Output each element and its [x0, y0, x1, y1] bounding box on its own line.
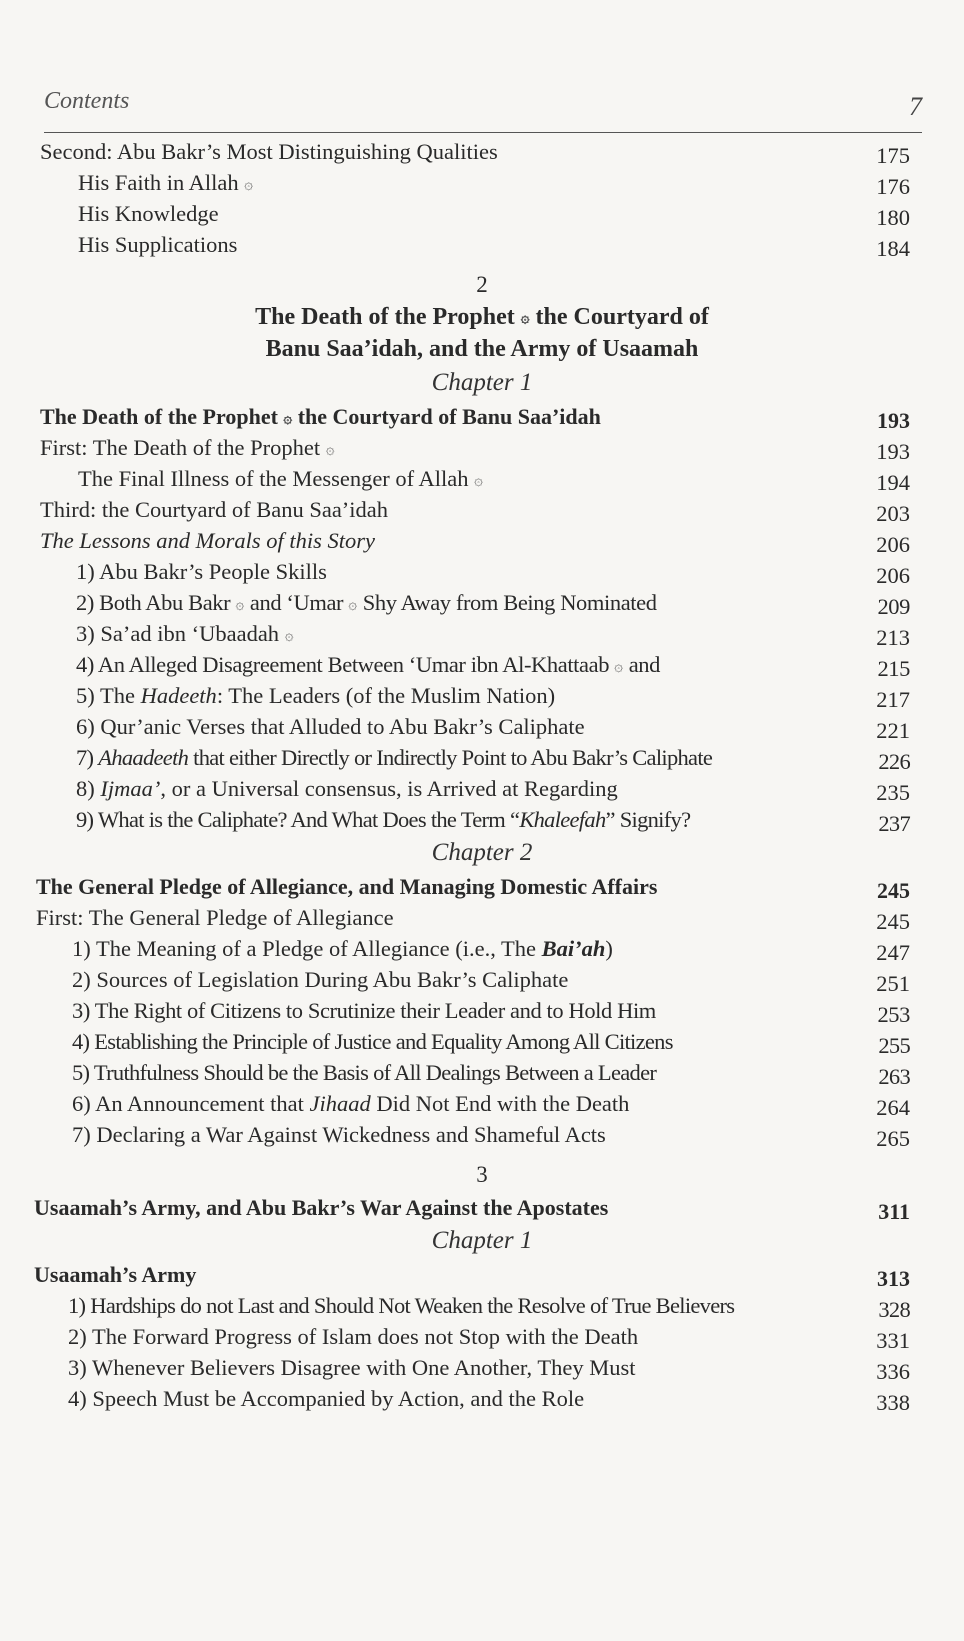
honorific-glyph-icon: ۞: [244, 176, 254, 193]
honorific-glyph-icon: ۞: [284, 627, 294, 644]
toc-entry: [0, 804, 964, 835]
toc-entry: [0, 964, 964, 995]
toc-entry: [0, 463, 964, 494]
toc-entry-page: 175: [876, 143, 910, 168]
toc-entry-page: 336: [876, 1358, 910, 1384]
toc-entry-title: 7) Ahaadeeth that either Directly or Indirectly Point to Abu Bakr’s Caliphate: [76, 744, 713, 770]
part-title: The Death of the Prophet ۞ the Courtyard of: [255, 304, 709, 330]
toc-entry: [0, 167, 964, 198]
toc-entry: [0, 933, 964, 964]
chapter-heading: [0, 401, 964, 432]
toc-entry: [0, 587, 964, 618]
toc-entry-page: 263: [878, 1063, 910, 1089]
toc-entry-title: His Faith in Allah ۞: [78, 170, 254, 195]
toc-entry-title: 8) Ijmaa’, or a Universal consensus, is Arrived at Regarding: [76, 775, 618, 801]
toc-entry-page: 209: [877, 593, 910, 619]
toc-entry: [0, 680, 964, 711]
chapter-label: Chapter 2: [431, 838, 533, 866]
toc-entry-title: The General Pledge of Allegiance, and Managing Domestic Affairs: [36, 873, 658, 899]
chapter-label: Chapter 1: [431, 368, 533, 396]
toc-entry-title: 6) An Announcement that Jihaad Did Not End with the Death: [72, 1090, 630, 1116]
toc-entry: [0, 1352, 964, 1383]
toc-entry: [0, 711, 964, 742]
part-title-line-2: Banu Saa’idah, and the Army of Usaamah: [265, 335, 699, 362]
toc-entry-title: 9) What is the Caliphate? And What Does the Term “Khaleefah” Signify?: [76, 806, 691, 832]
toc-entry-page: 235: [876, 779, 910, 805]
toc-entry-page: 265: [876, 1125, 910, 1151]
toc-entry-title: 6) Qur’anic Verses that Alluded to Abu Bakr’s Caliphate: [76, 713, 585, 739]
toc-entry: [0, 432, 964, 463]
toc-entry: [0, 494, 964, 525]
toc-entry-page: 253: [877, 1001, 910, 1027]
toc-entry-page: 193: [876, 438, 910, 464]
toc-entry-title: The Final Illness of the Messenger of Allah ۞: [78, 465, 483, 491]
toc-entry-page: 245: [877, 877, 910, 903]
toc-entry-page: 247: [876, 939, 910, 965]
toc-entry-title: 4) Establishing the Principle of Justice and Equality Among All Citizens: [72, 1028, 673, 1054]
toc-entry-title: His Supplications: [78, 232, 238, 257]
toc-entry-title: The Lessons and Morals of this Story: [40, 527, 376, 553]
toc-entry: [0, 1088, 964, 1119]
toc-entry-title: 1) Abu Bakr’s People Skills: [76, 558, 327, 584]
toc-entry: [0, 1383, 964, 1414]
toc-entry-page: 193: [877, 407, 910, 433]
toc-entry-page: 237: [878, 810, 910, 836]
toc-entry-title: 2) Both Abu Bakr ۞ and ‘Umar ۞ Shy Away from Being Nominated: [76, 589, 657, 615]
honorific-glyph-icon: ۞: [520, 309, 530, 326]
toc-entry-page: 206: [876, 562, 910, 588]
toc-entry-page: 215: [877, 655, 910, 681]
toc-entry-page: 328: [878, 1296, 910, 1322]
toc-entry-title: 3) The Right of Citizens to Scrutinize their Leader and to Hold Him: [72, 997, 656, 1023]
honorific-glyph-icon: ۞: [348, 596, 358, 613]
toc-entry-title: Usaamah’s Army, and Abu Bakr’s War Against the Apostates: [34, 1194, 609, 1220]
toc-entry-title: 1) The Meaning of a Pledge of Allegiance (i.e., The Bai’ah): [72, 935, 613, 961]
page-header: [44, 88, 922, 133]
toc-entry-page: 221: [876, 717, 910, 743]
toc-entry: [0, 773, 964, 804]
toc-entry: [0, 229, 964, 260]
part-number: 2: [476, 272, 488, 297]
toc-entry-title: 4) Speech Must be Accompanied by Action, and the Role: [68, 1385, 585, 1411]
page-number: 7: [909, 92, 922, 121]
toc-entry-title: 5) The Hadeeth: The Leaders (of the Muslim Nation): [76, 682, 556, 708]
table-of-contents: [0, 136, 964, 1414]
toc-entry-title: 3) Sa’ad ibn ‘Ubaadah ۞: [76, 620, 294, 646]
toc-entry-page: 313: [877, 1265, 910, 1291]
toc-entry: [0, 742, 964, 773]
chapter-label: Chapter 1: [431, 1226, 533, 1254]
toc-entry: [0, 1119, 964, 1150]
honorific-glyph-icon: ۞: [325, 441, 335, 458]
toc-entry-page: 180: [876, 205, 910, 230]
toc-entry: [0, 995, 964, 1026]
toc-entry: [0, 1321, 964, 1352]
toc-entry-title: Usaamah’s Army: [34, 1261, 197, 1287]
toc-entry: [0, 649, 964, 680]
toc-entry-title: 5) Truthfulness Should be the Basis of All Dealings Between a Leader: [72, 1059, 657, 1085]
toc-entry: [0, 902, 964, 933]
toc-entry-page: 338: [876, 1389, 910, 1415]
running-title: Contents: [44, 88, 130, 114]
toc-entry-page: 176: [876, 174, 910, 199]
toc-entry-title: Third: the Courtyard of Banu Saa’idah: [40, 496, 389, 522]
toc-entry-title: 1) Hardships do not Last and Should Not Weaken the Resolve of True Believers: [68, 1292, 735, 1318]
toc-entry-page: 264: [876, 1094, 910, 1120]
honorific-glyph-icon: ۞: [614, 658, 624, 675]
toc-entry-page: 331: [876, 1327, 910, 1353]
toc-entry-page: 184: [876, 236, 910, 261]
toc-entry-title: His Knowledge: [78, 201, 219, 226]
toc-entry: [0, 1290, 964, 1321]
toc-entry-title: 7) Declaring a War Against Wickedness and Shameful Acts: [72, 1121, 606, 1147]
toc-entry-page: 251: [876, 970, 910, 996]
toc-entry: [0, 525, 964, 556]
toc-entry: [0, 1026, 964, 1057]
toc-entry-page: 255: [878, 1032, 910, 1058]
toc-entry: [0, 618, 964, 649]
toc-entry-title: Second: Abu Bakr’s Most Distinguishing Qualities: [40, 139, 498, 164]
toc-entry-page: 245: [876, 908, 910, 934]
part-heading: [0, 1192, 964, 1223]
toc-entry-page: 206: [876, 531, 910, 557]
toc-entry: [0, 136, 964, 167]
honorific-glyph-icon: ۞: [283, 410, 293, 427]
toc-entry-title: First: The Death of the Prophet ۞: [40, 434, 335, 460]
toc-entry-page: 217: [876, 686, 910, 712]
toc-entry-page: 194: [876, 469, 910, 495]
honorific-glyph-icon: ۞: [474, 472, 483, 489]
toc-entry-title: 2) Sources of Legislation During Abu Bakr’s Caliphate: [72, 966, 569, 992]
toc-entry-title: 2) The Forward Progress of Islam does not Stop with the Death: [68, 1323, 639, 1349]
chapter-heading: [0, 871, 964, 902]
toc-entry: [0, 1057, 964, 1088]
toc-entry-page: 213: [876, 624, 910, 650]
toc-entry-title: The Death of the Prophet ۞ the Courtyard of Banu Saa’idah: [40, 403, 601, 429]
toc-entry-page: 203: [876, 500, 910, 526]
toc-entry: [0, 198, 964, 229]
part-number: 3: [476, 1161, 488, 1187]
honorific-glyph-icon: ۞: [235, 596, 245, 613]
toc-entry-page: 311: [878, 1198, 910, 1224]
toc-entry: [0, 556, 964, 587]
chapter-heading: [0, 1259, 964, 1290]
toc-entry-title: 3) Whenever Believers Disagree with One Another, They Must: [68, 1354, 636, 1380]
toc-entry-title: 4) An Alleged Disagreement Between ‘Umar ibn Al-Khattaab ۞ and: [76, 651, 661, 677]
toc-entry-page: 226: [878, 748, 910, 774]
toc-entry-title: First: The General Pledge of Allegiance: [36, 904, 394, 930]
